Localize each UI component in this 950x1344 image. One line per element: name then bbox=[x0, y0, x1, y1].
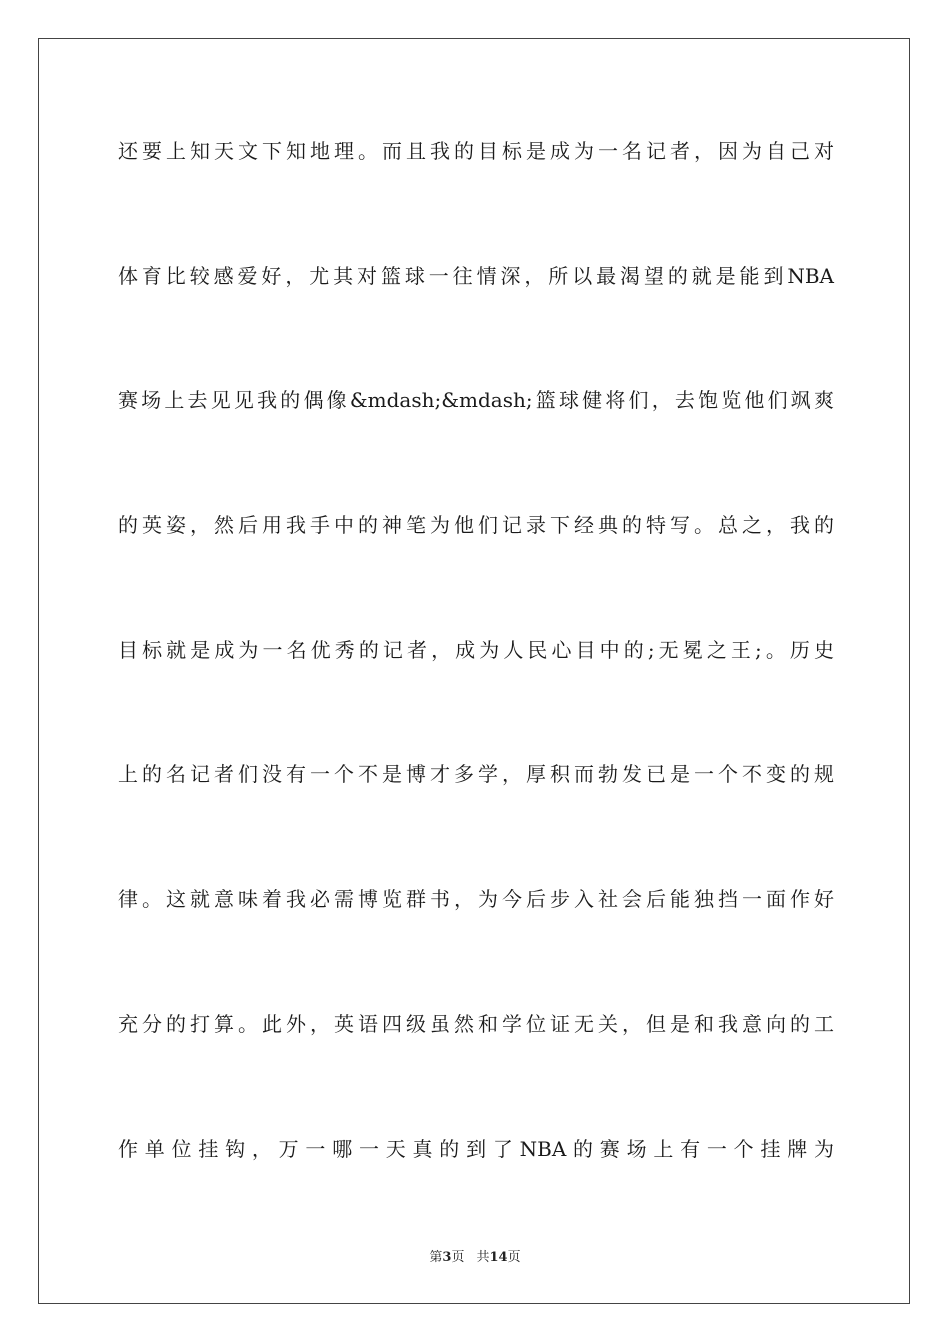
total-prefix: 共 bbox=[476, 1250, 490, 1265]
text-line: 目标就是成为一名优秀的记者，成为人民心目中的;无冕之王;。历史 bbox=[118, 638, 834, 662]
page-prefix: 第 bbox=[429, 1250, 443, 1265]
current-page-number: 3 bbox=[442, 1250, 452, 1265]
page-suffix: 页 bbox=[451, 1250, 465, 1265]
page-border bbox=[38, 38, 910, 1304]
text-line: 律。这就意味着我必需博览群书，为今后步入社会后能独挡一面作好 bbox=[118, 887, 834, 911]
total-suffix: 页 bbox=[507, 1250, 521, 1265]
text-line: 的英姿，然后用我手中的神笔为他们记录下经典的特写。总之，我的 bbox=[118, 513, 834, 537]
text-line: 作单位挂钩，万一哪一天真的到了NBA的赛场上有一个挂牌为 bbox=[118, 1137, 834, 1161]
total-page-number: 14 bbox=[489, 1250, 508, 1265]
text-line: 体育比较感爱好，尤其对篮球一往情深，所以最渴望的就是能到NBA bbox=[118, 264, 834, 288]
page-footer bbox=[0, 1246, 950, 1265]
text-line: 还要上知天文下知地理。而且我的目标是成为一名记者，因为自己对 bbox=[118, 139, 834, 163]
text-line: 上的名记者们没有一个不是博才多学，厚积而勃发已是一个不变的规 bbox=[118, 762, 834, 786]
text-line: 充分的打算。此外，英语四级虽然和学位证无关，但是和我意向的工 bbox=[118, 1012, 834, 1036]
text-line: 赛场上去见见我的偶像&mdash;&mdash;篮球健将们，去饱览他们飒爽 bbox=[118, 388, 834, 412]
